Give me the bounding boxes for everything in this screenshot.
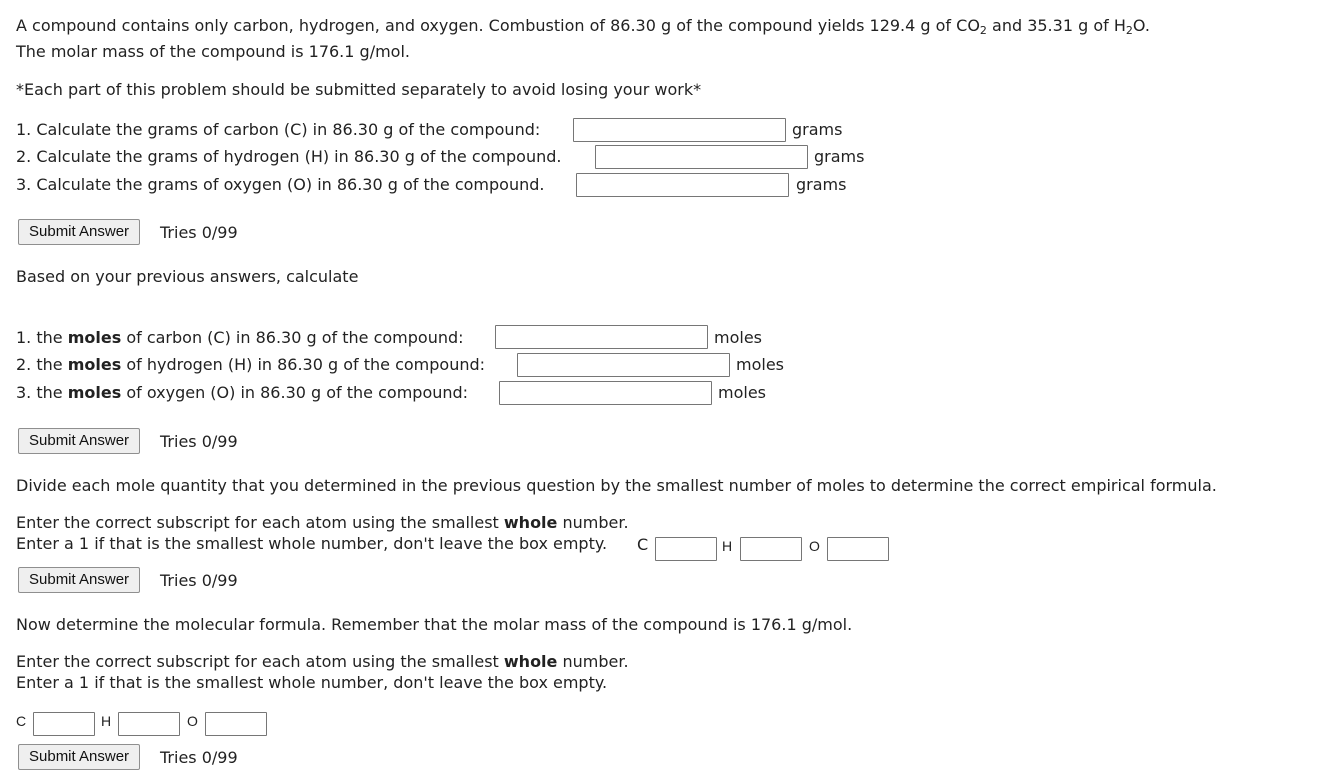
unit-label: grams: [814, 147, 865, 166]
question-carbon-grams: 1. Calculate the grams of carbon (C) in 86.30 g of the compound:: [16, 120, 541, 139]
section-intro: Divide each mole quantity that you determined in the previous question by the smallest number of moles to determine the correct empirical formula.: [16, 476, 1217, 495]
instruction-line2: Enter a 1 if that is the smallest whole number, don't leave the box empty.: [16, 673, 608, 692]
tries-counter: Tries 0/99: [160, 571, 238, 590]
submit-answer-button[interactable]: Submit Answer: [18, 219, 140, 245]
molecular-oxygen-input[interactable]: [205, 712, 267, 736]
carbon-grams-input[interactable]: [573, 118, 786, 142]
question-oxygen-moles: 3. the moles of oxygen (O) in 86.30 g of the compound:: [16, 383, 469, 402]
molecular-hydrogen-input[interactable]: [118, 712, 180, 736]
tries-counter: Tries 0/99: [160, 432, 238, 451]
empirical-hydrogen-input[interactable]: [740, 537, 802, 561]
unit-label: moles: [718, 383, 766, 402]
instruction-line2: Enter a 1 if that is the smallest whole number, don't leave the box empty.: [16, 534, 608, 553]
carbon-subscript-label: C: [16, 713, 27, 729]
section-intro: Now determine the molecular formula. Remember that the molar mass of the compound is 176.1 g/mol.: [16, 615, 853, 634]
submission-note: *Each part of this problem should be submitted separately to avoid losing your work*: [16, 80, 702, 99]
empirical-carbon-input[interactable]: [655, 537, 717, 561]
submit-answer-button[interactable]: Submit Answer: [18, 567, 140, 593]
unit-label: moles: [714, 328, 762, 347]
hydrogen-moles-input[interactable]: [517, 353, 730, 377]
question-carbon-moles: 1. the moles of carbon (C) in 86.30 g of the compound:: [16, 328, 464, 347]
hydrogen-subscript-label: H: [722, 538, 733, 554]
oxygen-subscript-label: O: [809, 538, 820, 554]
question-oxygen-grams: 3. Calculate the grams of oxygen (O) in 86.30 g of the compound.: [16, 175, 545, 194]
instruction-line1: Enter the correct subscript for each atom using the smallest whole number.: [16, 513, 629, 532]
molecular-carbon-input[interactable]: [33, 712, 95, 736]
problem-statement-line1: A compound contains only carbon, hydrogen, and oxygen. Combustion of 86.30 g of the compound yields 129.4 g of $CO_2$ and 35.31 g of $H_2O$.: [16, 16, 1150, 37]
question-hydrogen-moles: 2. the moles of hydrogen (H) in 86.30 g of the compound:: [16, 355, 486, 374]
carbon-subscript-label: C: [637, 535, 649, 554]
carbon-moles-input[interactable]: [495, 325, 708, 349]
instruction-line1: Enter the correct subscript for each atom using the smallest whole number.: [16, 652, 629, 671]
hydrogen-grams-input[interactable]: [595, 145, 808, 169]
oxygen-subscript-label: O: [187, 713, 198, 729]
empirical-oxygen-input[interactable]: [827, 537, 889, 561]
oxygen-moles-input[interactable]: [499, 381, 712, 405]
tries-counter: Tries 0/99: [160, 223, 238, 242]
problem-statement-line2: The molar mass of the compound is 176.1 g/mol.: [16, 42, 410, 61]
question-hydrogen-grams: 2. Calculate the grams of hydrogen (H) in 86.30 g of the compound.: [16, 147, 562, 166]
unit-label: grams: [792, 120, 843, 139]
tries-counter: Tries 0/99: [160, 748, 238, 767]
unit-label: grams: [796, 175, 847, 194]
hydrogen-subscript-label: H: [101, 713, 112, 729]
oxygen-grams-input[interactable]: [576, 173, 789, 197]
unit-label: moles: [736, 355, 784, 374]
submit-answer-button[interactable]: Submit Answer: [18, 744, 140, 770]
submit-answer-button[interactable]: Submit Answer: [18, 428, 140, 454]
section-intro: Based on your previous answers, calculate: [16, 267, 359, 286]
